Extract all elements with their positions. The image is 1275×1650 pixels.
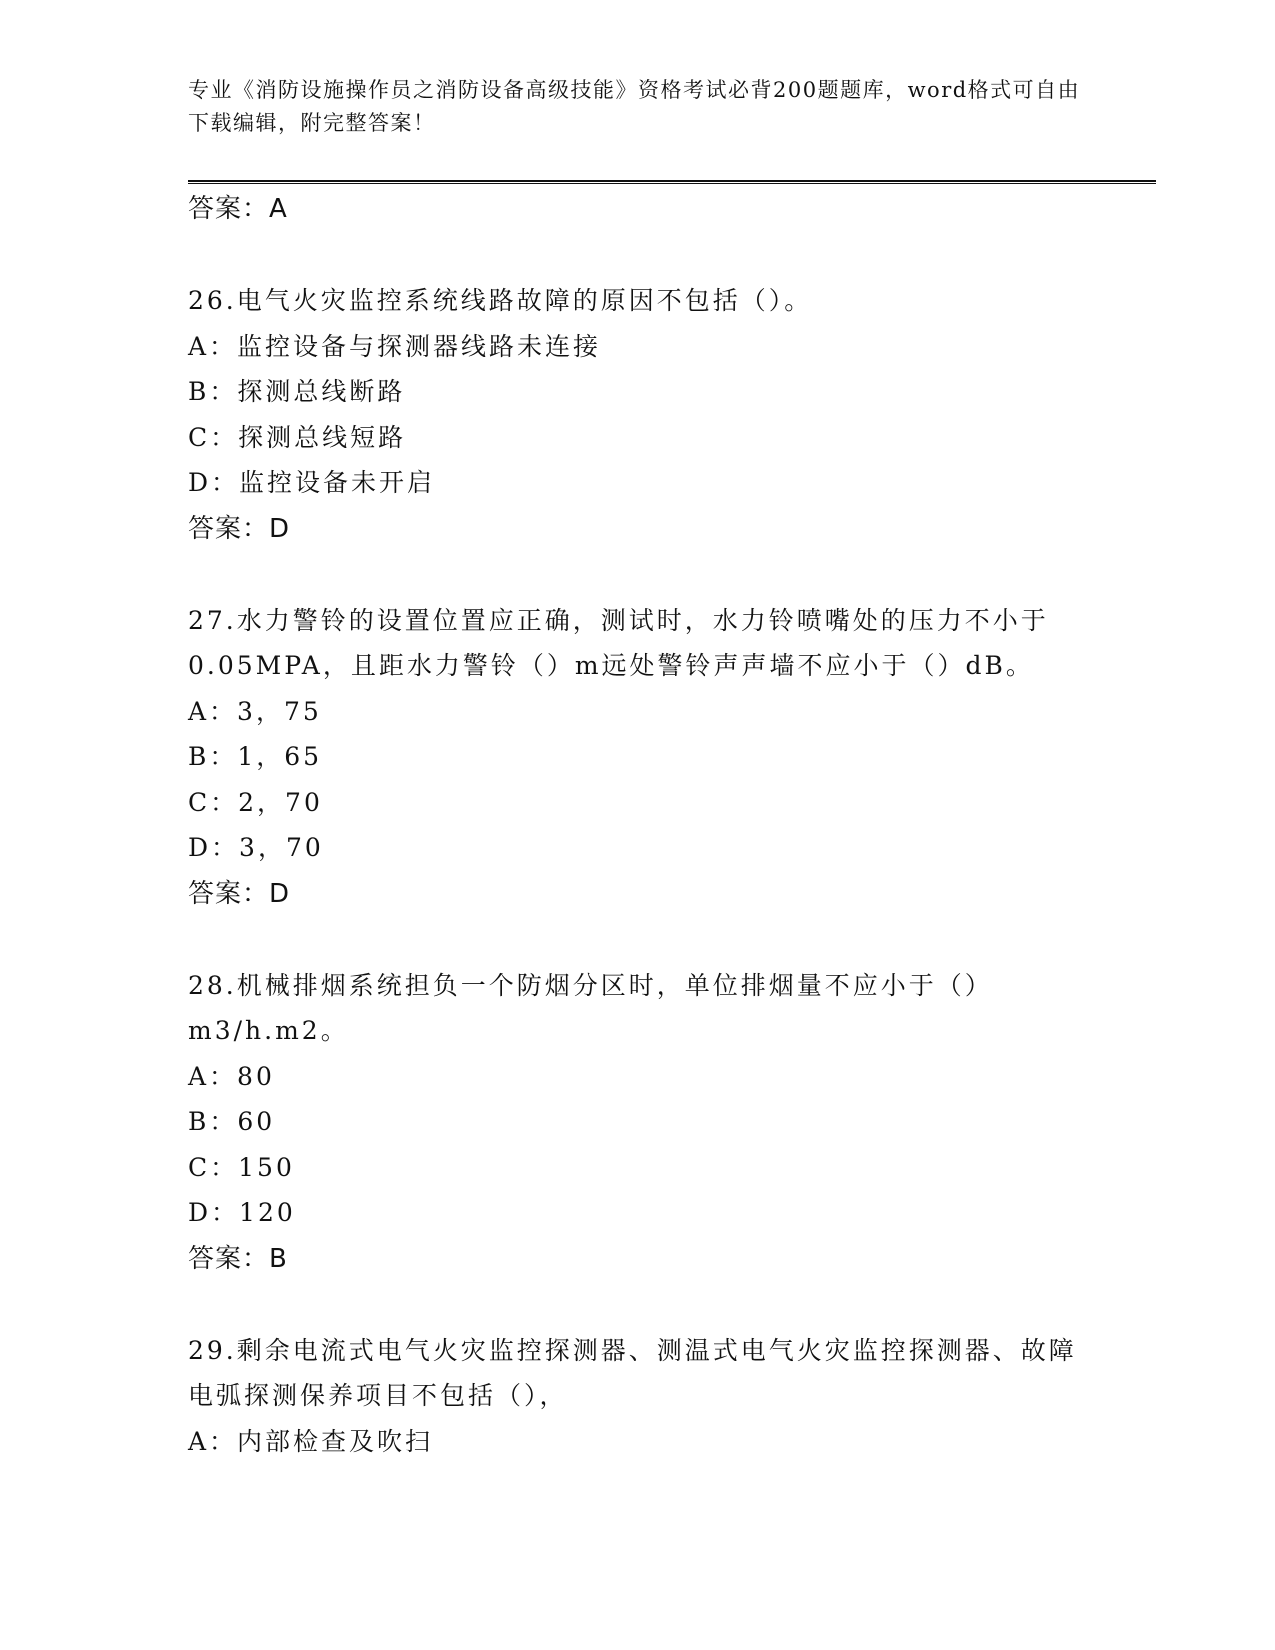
header-divider (188, 180, 1156, 184)
header-text: 专业《消防设施操作员之消防设备高级技能》资格考试必背200题题库，word格式可自由下载编辑，附完整答案！ (188, 78, 1081, 135)
answer-line: 答案：D (188, 513, 291, 544)
option-c: C：150 (188, 1152, 295, 1182)
option-a: A：3，75 (188, 696, 322, 726)
question-29 (188, 1328, 1088, 1465)
question-28 (188, 963, 1088, 1282)
option-b: B：60 (188, 1107, 276, 1136)
spacer (188, 917, 1088, 963)
option-a: A：监控设备与探测器线路未连接 (188, 331, 602, 361)
question-text: 27.水力警铃的设置位置应正确，测试时，水力铃喷嘴处的压力不小于0.05MPA，且距水力警铃（）m远处警铃声声墙不应小于（）dB。 (188, 605, 1049, 680)
option-d: D：120 (188, 1198, 296, 1227)
spacer (188, 1282, 1088, 1328)
answer-line: 答案：A (188, 194, 288, 224)
option-a: A：内部检查及吹扫 (188, 1426, 434, 1456)
answer-line: 答案：D (188, 878, 291, 909)
option-c: C：2，70 (188, 787, 323, 817)
question-text: 29.剩余电流式电气火灾监控探测器、测温式电气火灾监控探测器、故障电弧探测保养项目不包括（）， (188, 1335, 1077, 1410)
question-list (188, 186, 1088, 1464)
option-b: B：探测总线断路 (188, 377, 406, 406)
option-d: D：监控设备未开启 (188, 468, 436, 497)
option-c: C：探测总线短路 (188, 422, 407, 452)
answer-line: 答案：B (188, 1243, 288, 1274)
option-b: B：1，65 (188, 742, 323, 771)
question-text: 26.电气火灾监控系统线路故障的原因不包括（）。 (188, 286, 813, 315)
question-26 (188, 278, 1088, 552)
question-text: 28.机械排烟系统担负一个防烟分区时，单位排烟量不应小于（）m3/h.m2。 (188, 970, 993, 1045)
spacer (188, 552, 1088, 598)
spacer (188, 232, 1088, 278)
document-header (188, 74, 1088, 140)
option-d: D：3，70 (188, 833, 324, 862)
question-27 (188, 598, 1088, 917)
option-a: A：80 (188, 1061, 275, 1091)
